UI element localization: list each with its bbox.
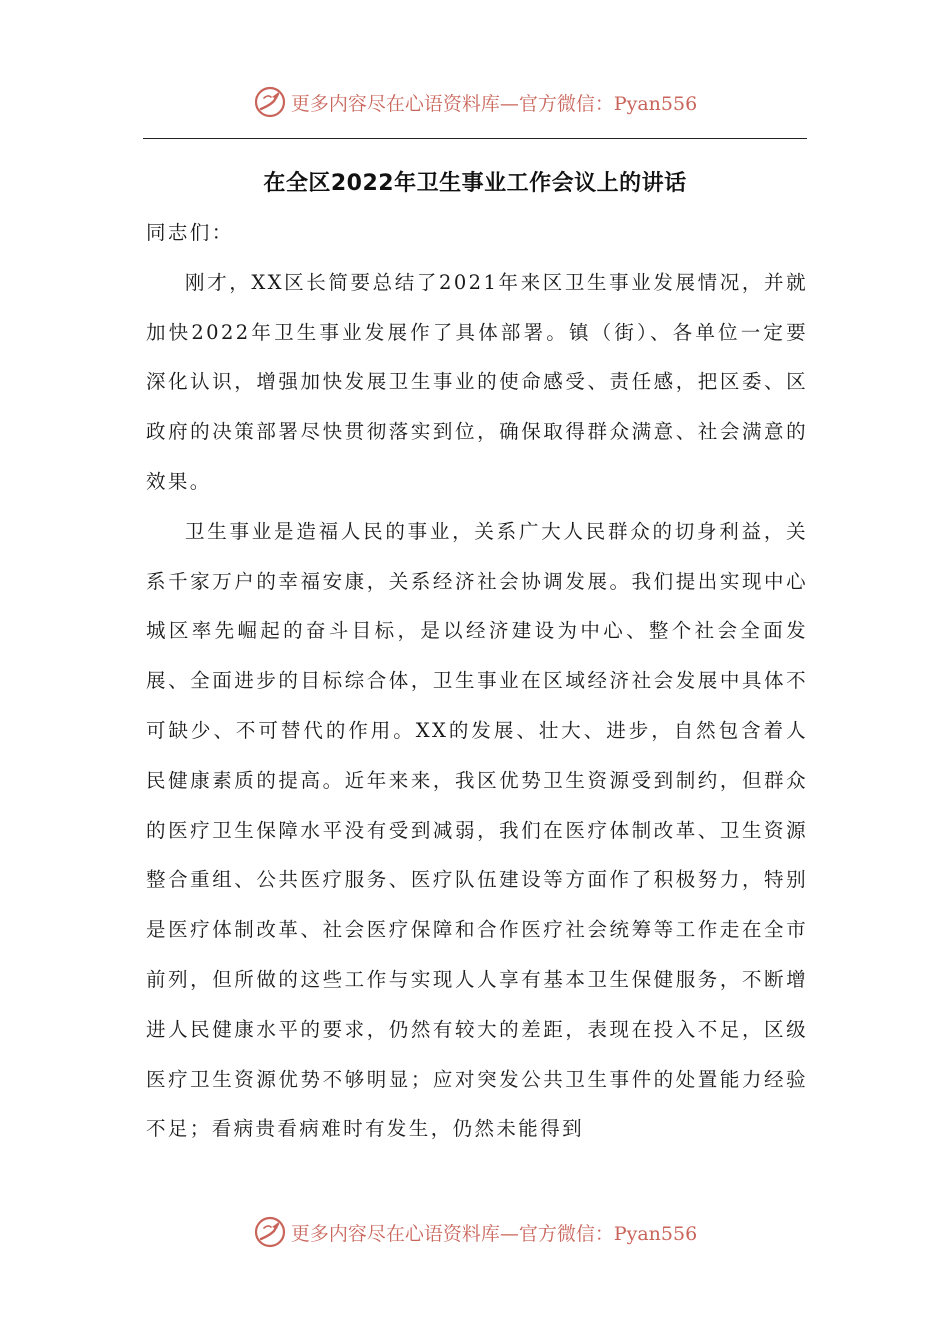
document-title: 在全区2022年卫生事业工作会议上的讲话 [263, 171, 687, 196]
header-banner-text: 更多内容尽在心语资料库—官方微信：Pyan556 [290, 92, 698, 115]
header-banner [0, 82, 950, 122]
paragraph-2: 卫生事业是造福人民的事业，关系广大人民群众的切身利益，关系千家万户的幸福安康，关系经济社会协调发展。我们提出实现中心城区率先崛起的奋斗目标，是以经济建设为中心、整个社会全面发展、全面进步的目标综合体，卫生事业在区域经济社会发展中具体不可缺少、不可替代的作用。XX的发展、壮大、进步，自然包含着人民健康素质的提高。近年来来，我区优势卫生资源受到制约，但群众的医疗卫生保障水平没有受到减弱，我们在医疗体制改革、卫生资源整合重组、公共医疗服务、医疗队伍建设等方面作了积极努力，特别是医疗体制改革、社会医疗保障和合作医疗社会统筹等工作走在全市前列，但所做的这些工作与实现人人享有基本卫生保健服务，不断增进人民健康水平的要求，仍然有较大的差距，表现在投入不足，区级医疗卫生资源优势不够明显；应对突发公共卫生事件的处置能力经验不足；看病贵看病难时有发生，仍然未能得到 [146, 519, 808, 1141]
salutation: 同志们： [146, 221, 234, 244]
header-divider [143, 138, 807, 139]
pen-logo-icon [253, 85, 287, 119]
footer-banner-text: 更多内容尽在心语资料库—官方微信：Pyan556 [290, 1222, 698, 1245]
document-body [146, 208, 808, 1154]
footer-banner [0, 1212, 950, 1252]
paragraph-1: 刚才，XX区长简要总结了2021年来区卫生事业发展情况，并就加快2022年卫生事业发展作了具体部署。镇（街）、各单位一定要深化认识，增强加快发展卫生事业的使命感受、责任感，把区委、区政府的决策部署尽快贯彻落实到位，确保取得群众满意、社会满意的效果。 [146, 270, 808, 493]
pen-logo-icon [253, 1215, 287, 1249]
